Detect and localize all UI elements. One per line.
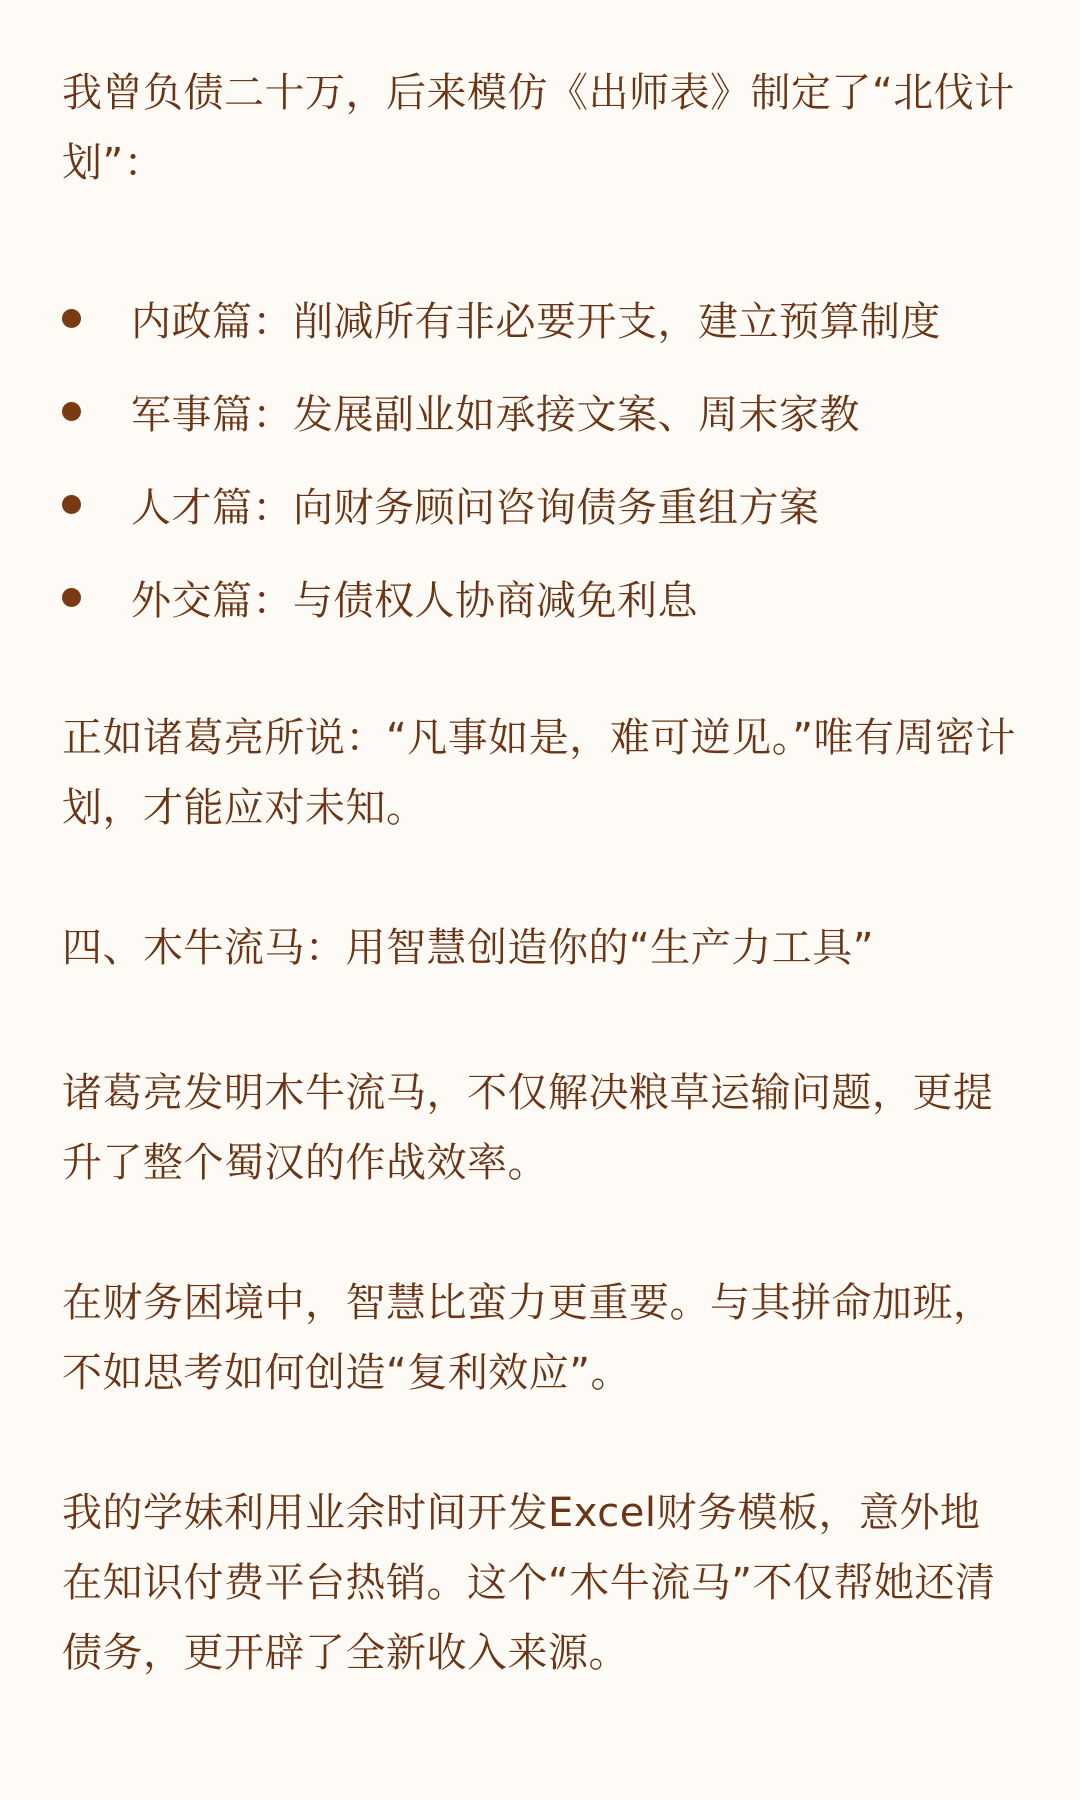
list-item bbox=[62, 458, 1017, 551]
section-heading: 四、木牛流马：用智慧创造你的“生产力工具” bbox=[62, 925, 874, 971]
list-item bbox=[62, 551, 1017, 644]
list-item-text: 内政篇：削减所有非必要开支，建立预算制度 bbox=[131, 299, 941, 345]
plan-bullet-list bbox=[62, 272, 1017, 644]
body-paragraph: 在财务困境中，智慧比蛮力更重要。与其拼命加班，不如思考如何创造“复利效应”。 bbox=[62, 1280, 994, 1396]
list-item-text: 外交篇：与债权人协商减免利息 bbox=[131, 578, 698, 624]
list-item-text: 军事篇：发展副业如承接文案、周末家教 bbox=[131, 392, 860, 438]
body-paragraph: 诸葛亮发明木牛流马，不仅解决粮草运输问题，更提升了整个蜀汉的作战效率。 bbox=[62, 1070, 994, 1186]
bullet-dot-icon bbox=[62, 588, 81, 607]
bullet-dot-icon bbox=[62, 495, 81, 514]
list-item-text: 人才篇：向财务顾问咨询债务重组方案 bbox=[131, 485, 820, 531]
quote-paragraph: 正如诸葛亮所说：“凡事如是，难可逆见。”唯有周密计划，才能应对未知。 bbox=[62, 715, 1016, 831]
bullet-dot-icon bbox=[62, 402, 81, 421]
list-item bbox=[62, 272, 1017, 365]
list-item bbox=[62, 365, 1017, 458]
body-paragraph: 我的学妹利用业余时间开发Excel财务模板，意外地在知识付费平台热销。这个“木牛流马”不仅帮她还清债务，更开辟了全新收入来源。 bbox=[62, 1490, 996, 1676]
bullet-dot-icon bbox=[62, 309, 81, 328]
intro-paragraph: 我曾负债二十万，后来模仿《出师表》制定了“北伐计划”： bbox=[62, 70, 1015, 186]
